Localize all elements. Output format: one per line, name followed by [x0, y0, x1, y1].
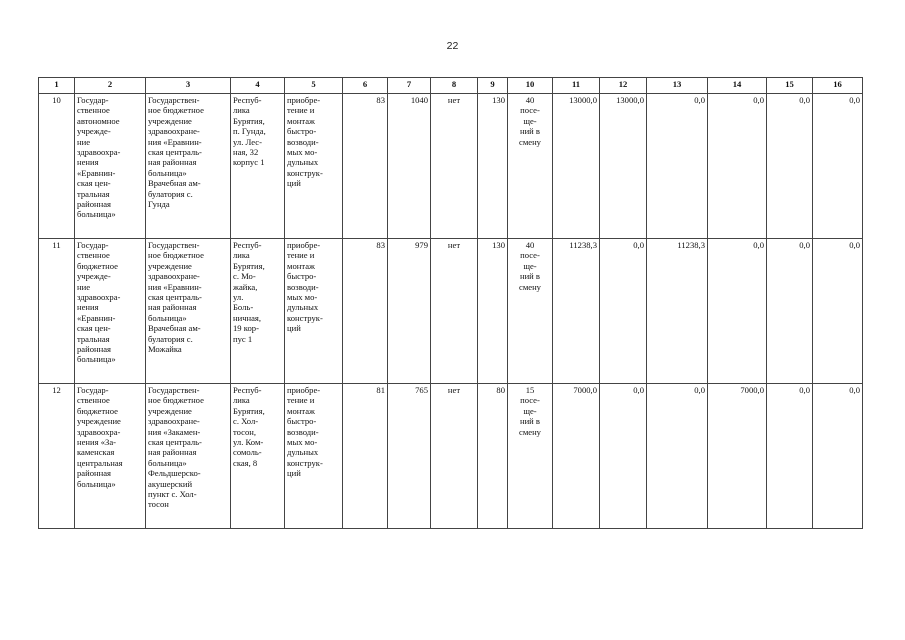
table-row [39, 94, 863, 239]
row-number-cell: 10 [39, 94, 75, 239]
capacity-cell: 15 посе- ще- ний в смену [508, 384, 553, 529]
col7-cell: 1040 [388, 94, 431, 239]
capacity-cell: 40 посе- ще- ний в смену [508, 239, 553, 384]
column-header-14: 14 [708, 78, 767, 94]
col13-cell: 0,0 [647, 384, 708, 529]
column-header-8: 8 [431, 78, 478, 94]
col16-cell: 0,0 [813, 239, 863, 384]
address-cell: Респуб- лика Бурятия, с. Мо- жайка, ул. Боль- ничная, 19 кор- пус 1 [231, 239, 285, 384]
column-header-11: 11 [553, 78, 600, 94]
column-header-5: 5 [285, 78, 343, 94]
column-header-4: 4 [231, 78, 285, 94]
column-header-15: 15 [767, 78, 813, 94]
col8-cell: нет [431, 239, 478, 384]
facility-cell: Государствен- ное бюджетное учреждение здравоохране- ния «Еравнин- ская централь- ная районная больница» Врачебная ам- булатория с. Можайка [146, 239, 231, 384]
col13-cell: 11238,3 [647, 239, 708, 384]
address-cell: Респуб- лика Бурятия, п. Гунда, ул. Лес- ная, 32 корпус 1 [231, 94, 285, 239]
row-number-cell: 11 [39, 239, 75, 384]
col12-cell: 13000,0 [600, 94, 647, 239]
col8-cell: нет [431, 384, 478, 529]
col12-cell: 0,0 [600, 384, 647, 529]
col14-cell: 0,0 [708, 94, 767, 239]
column-header-12: 12 [600, 78, 647, 94]
column-header-7: 7 [388, 78, 431, 94]
work-type-cell: приобре- тение и монтаж быстро- возводи- мых мо- дульных конструк- ций [285, 239, 343, 384]
column-header-9: 9 [478, 78, 508, 94]
column-header-1: 1 [39, 78, 75, 94]
column-header-6: 6 [343, 78, 388, 94]
col13-cell: 0,0 [647, 94, 708, 239]
table-header-row [39, 78, 863, 94]
col6-cell: 83 [343, 239, 388, 384]
table-row [39, 384, 863, 529]
total-cell: 11238,3 [553, 239, 600, 384]
facility-cell: Государствен- ное бюджетное учреждение здравоохране- ния «Закамен- ская централь- ная районная больница» Фельдшерско- акушерский пункт с. Хол- тосон [146, 384, 231, 529]
work-type-cell: приобре- тение и монтаж быстро- возводи- мых мо- дульных конструк- ций [285, 94, 343, 239]
address-cell: Респуб- лика Бурятия, с. Хол- тосон, ул. Ком- сомоль- ская, 8 [231, 384, 285, 529]
col8-cell: нет [431, 94, 478, 239]
column-header-13: 13 [647, 78, 708, 94]
institution-cell: Государ- ственное бюджетное учрежде- ние здравоохра- нения «Еравнин- ская цен- тральная районная больница» [75, 239, 146, 384]
col14-cell: 0,0 [708, 239, 767, 384]
col16-cell: 0,0 [813, 384, 863, 529]
table-body [39, 94, 863, 529]
column-header-2: 2 [75, 78, 146, 94]
table-row [39, 239, 863, 384]
col15-cell: 0,0 [767, 239, 813, 384]
col14-cell: 7000,0 [708, 384, 767, 529]
institution-cell: Государ- ственное автономное учрежде- ние здравоохра- нения «Еравнин- ская цен- тральная районная больница» [75, 94, 146, 239]
total-cell: 7000,0 [553, 384, 600, 529]
column-header-3: 3 [146, 78, 231, 94]
col16-cell: 0,0 [813, 94, 863, 239]
col6-cell: 83 [343, 94, 388, 239]
col6-cell: 81 [343, 384, 388, 529]
col9-cell: 130 [478, 94, 508, 239]
facility-cell: Государствен- ное бюджетное учреждение здравоохране- ния «Еравнин- ская централь- ная районная больница» Врачебная ам- булатория с. Гунда [146, 94, 231, 239]
column-header-10: 10 [508, 78, 553, 94]
row-number-cell: 12 [39, 384, 75, 529]
col15-cell: 0,0 [767, 384, 813, 529]
work-type-cell: приобре- тение и монтаж быстро- возводи- мых мо- дульных конструк- ций [285, 384, 343, 529]
institution-cell: Государ- ственное бюджетное учреждение здравоохра- нения «За- каменская центральная районная больница» [75, 384, 146, 529]
capacity-cell: 40 посе- ще- ний в смену [508, 94, 553, 239]
col7-cell: 979 [388, 239, 431, 384]
col15-cell: 0,0 [767, 94, 813, 239]
column-header-16: 16 [813, 78, 863, 94]
page-number: 22 [446, 40, 459, 52]
col12-cell: 0,0 [600, 239, 647, 384]
total-cell: 13000,0 [553, 94, 600, 239]
col7-cell: 765 [388, 384, 431, 529]
facilities-table [38, 77, 863, 529]
col9-cell: 130 [478, 239, 508, 384]
col9-cell: 80 [478, 384, 508, 529]
